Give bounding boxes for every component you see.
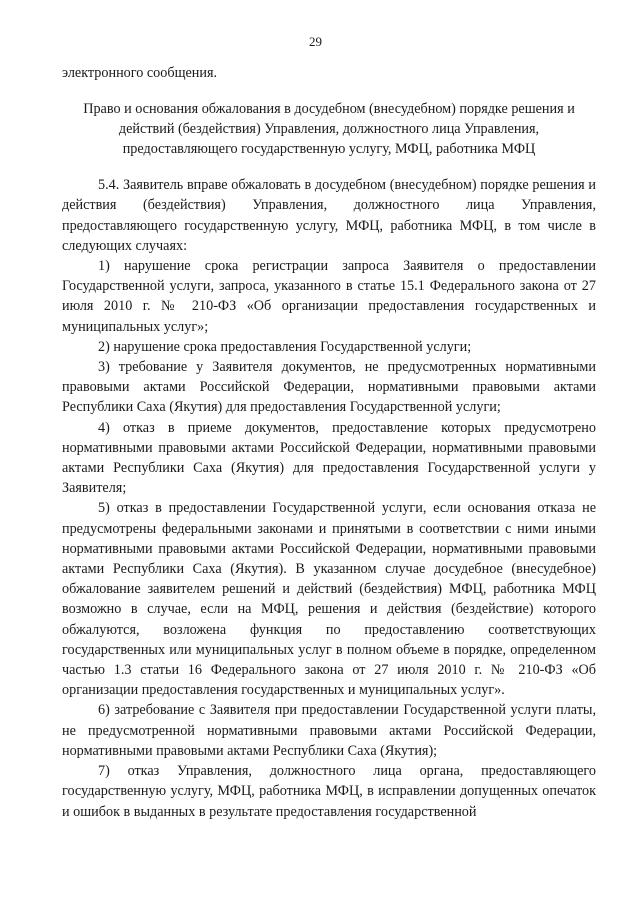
continuation-text: электронного сообщения. — [62, 65, 218, 81]
page-number: 29 — [309, 34, 322, 49]
paragraph-5-4: 5.4. Заявитель вправе обжаловать в досудебном (внесудебном) порядке решения и действия (бездействия) Управления, должностного лица Управления, предоставляющего государственную услугу, МФЦ, работника МФЦ, в том числе в следующих случаях: — [62, 177, 596, 254]
list-item-5: 5) отказ в предоставлении Государственной услуги, если основания отказа не предусмотрены федеральными законами и принятыми в соответствии с ними иными нормативными правовыми актами Российской Федерации, нормативными правовыми актами Республики Саха (Якутия). В указанном случае досудебное (внесудебное) обжалование заявителем решений и действий (бездействия) МФЦ, работника МФЦ возможно в случае, если на МФЦ, решения и действия (бездействие) которого обжалуются, возложена функция по предоставлению соответствующих государственных или муниципальных услуг в полном объеме в порядке, определенном частью 1.3 статьи 16 Федерального закона от 27 июля 2010 г. № 210-ФЗ «Об организации предоставления государственных и муниципальных услуг». — [62, 500, 596, 699]
list-item-6: 6) затребование с Заявителя при предоставлении Государственной услуги платы, не предусмотренной нормативными правовыми актами Российской Федерации, нормативными правовыми актами Республики Саха (Якутия); — [62, 702, 596, 759]
list-item-1: 1) нарушение срока регистрации запроса Заявителя о предоставлении Государственной услуги, запроса, указанного в статье 15.1 Федерального закона от 27 июля 2010 г. № 210-ФЗ «Об организации предоставления государственных и муниципальных услуг»; — [62, 258, 596, 335]
document-body — [62, 63, 596, 822]
list-item-2: 2) нарушение срока предоставления Государственной услуги; — [98, 338, 472, 355]
list-item-4: 4) отказ в приеме документов, предоставление которых предусмотрено нормативными правовыми актами Российской Федерации, нормативными правовыми актами Республики Саха (Якутия) для предоставления Государственной услуги у Заявителя; — [62, 419, 596, 497]
list-item-3: 3) требование у Заявителя документов, не предусмотренных нормативными правовыми актами Российской Федерации, нормативными правовыми актами Республики Саха (Якутия) для предоставления Государственной услуги; — [62, 359, 596, 416]
list-item-7: 7) отказ Управления, должностного лица органа, предоставляющего государственную услугу, МФЦ, работника МФЦ, в исправлении допущенных опечаток и ошибок в выданных в результате предоставления государственной — [62, 763, 596, 820]
section-heading: Право и основания обжалования в досудебном (внесудебном) порядке решения и действий (бездействия) Управления, должностного лица Управления, предоставляющего государственную услугу, МФЦ, работника МФЦ — [83, 101, 575, 158]
